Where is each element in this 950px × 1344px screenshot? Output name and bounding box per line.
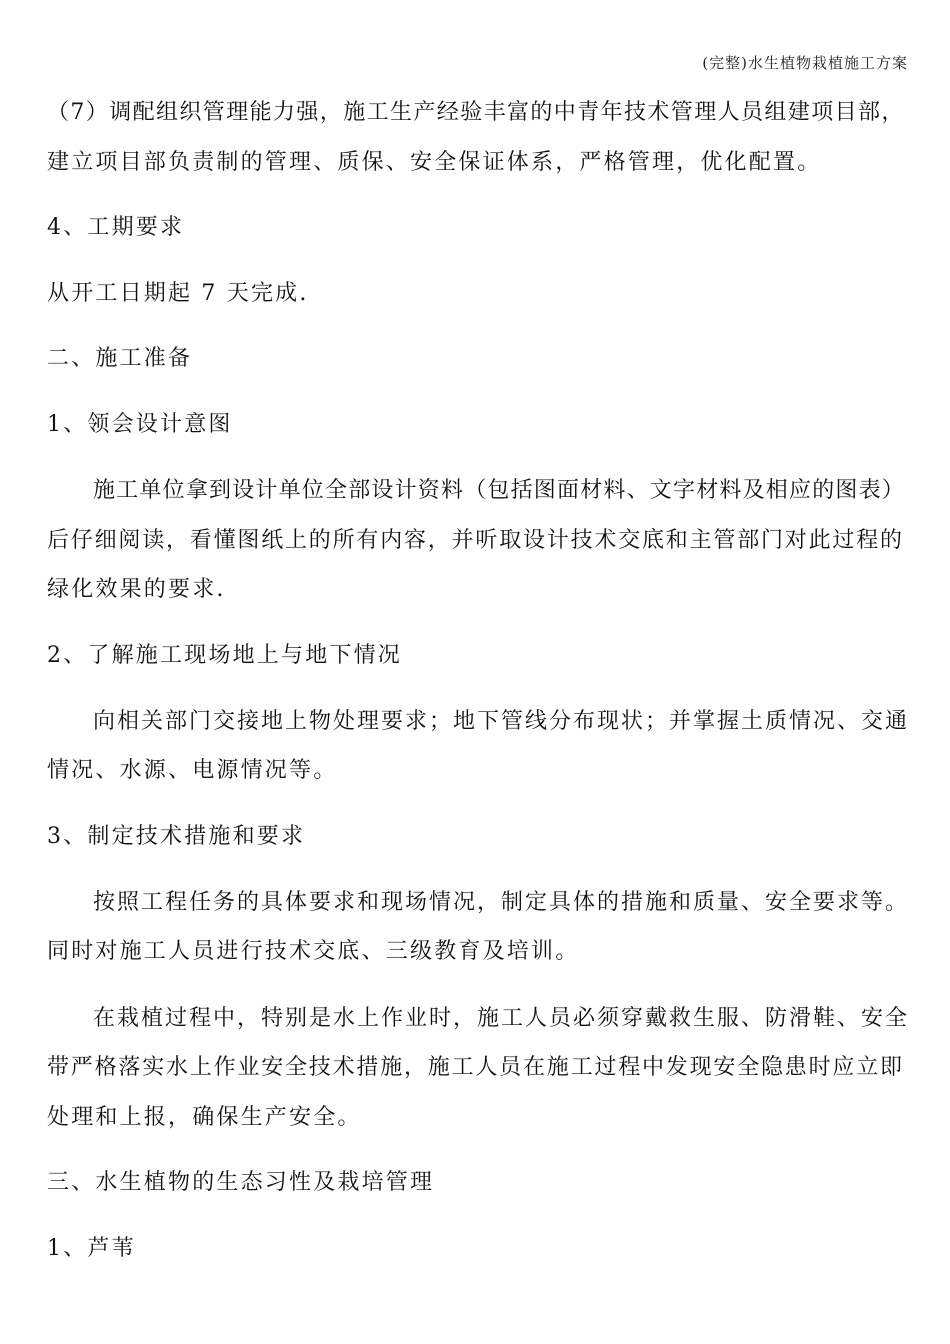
para-line: 按照工程任务的具体要求和现场情况，制定具体的措施和质量、安全要求等。: [93, 890, 910, 915]
para-line: 绿化效果的要求.: [47, 577, 226, 602]
para-line: 同时对施工人员进行技术交底、三级教育及培训。: [47, 939, 580, 964]
para-line: 从开工日期起 7 天完成.: [47, 281, 309, 306]
section-heading: 1、芦苇: [47, 1236, 136, 1261]
para-line: 后仔细阅读，看懂图纸上的所有内容，并听取设计技术交底和主管部门对此过程的: [47, 528, 904, 553]
section-heading: 3、制定技术措施和要求: [47, 824, 306, 849]
para-line: 建立项目部负责制的管理、质保、安全保证体系，严格管理，优化配置。: [47, 150, 822, 175]
section-heading: 4、工期要求: [47, 215, 185, 240]
para-line: 带严格落实水上作业安全技术措施，施工人员在施工过程中发现安全隐患时应立即: [47, 1055, 904, 1080]
para-line: 向相关部门交接地上物处理要求；地下管线分布现状；并掌握土质情况、交通: [93, 709, 910, 734]
section-heading: 二、施工准备: [47, 346, 193, 371]
para-line: 施工单位拿到设计单位全部设计资料（包括图面材料、文字材料及相应的图表）: [93, 478, 906, 503]
section-heading: 1、领会设计意图: [47, 412, 233, 437]
section-heading: 2、了解施工现场地上与地下情况: [47, 643, 402, 668]
para-line: （7）调配组织管理能力强，施工生产经验丰富的中青年技术管理人员组建项目部，: [47, 100, 905, 125]
para-line: 处理和上报，确保生产安全。: [47, 1105, 362, 1130]
para-line: 在栽植过程中，特别是水上作业时，施工人员必须穿戴救生服、防滑鞋、安全: [93, 1006, 910, 1031]
section-heading: 三、水生植物的生态习性及栽培管理: [47, 1170, 435, 1195]
para-line: 情况、水源、电源情况等。: [47, 758, 338, 783]
running-header: (完整)水生植物栽植施工方案: [702, 54, 908, 72]
